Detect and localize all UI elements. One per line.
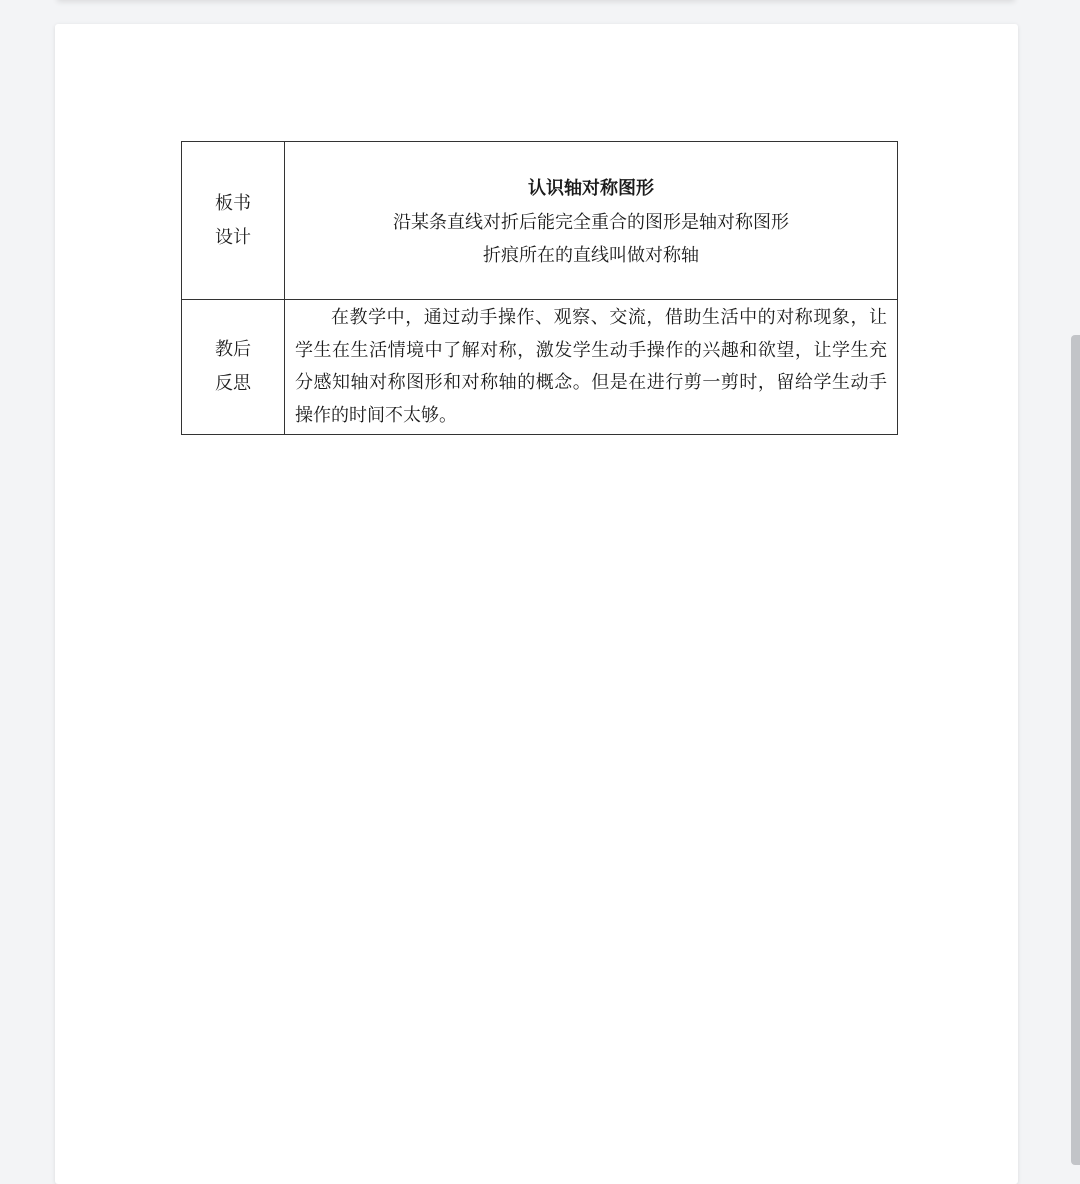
- reflection-content: [285, 300, 898, 435]
- reflection-text: 在教学中，通过动手操作、观察、交流，借助生活中的对称现象，让学生在生活情境中了解对称，激发学生动手操作的兴趣和欲望，让学生充分感知轴对称图形和对称轴的概念。但是在进行剪一剪时，留给学生动手操作的时间不太够。: [295, 307, 887, 426]
- board-design-line-1: 沿某条直线对折后能完全重合的图形是轴对称图形: [393, 211, 789, 233]
- board-design-label-line2: 设计: [215, 226, 251, 248]
- reflection-label-line2: 反思: [215, 373, 251, 394]
- board-design-content: [285, 142, 898, 300]
- board-design-label: [182, 142, 285, 300]
- table-row-reflection: [182, 300, 898, 435]
- reflection-label: [182, 300, 285, 435]
- reflection-label-line1: 教后: [215, 339, 251, 360]
- board-design-label-line1: 板书: [215, 192, 251, 214]
- lesson-table: [181, 141, 898, 435]
- board-design-title: 认识轴对称图形: [528, 177, 654, 199]
- document-page: [55, 24, 1018, 1184]
- table-row-board-design: [182, 142, 898, 300]
- vertical-scrollbar[interactable]: [1071, 335, 1080, 1165]
- board-design-line-2: 折痕所在的直线叫做对称轴: [483, 244, 699, 266]
